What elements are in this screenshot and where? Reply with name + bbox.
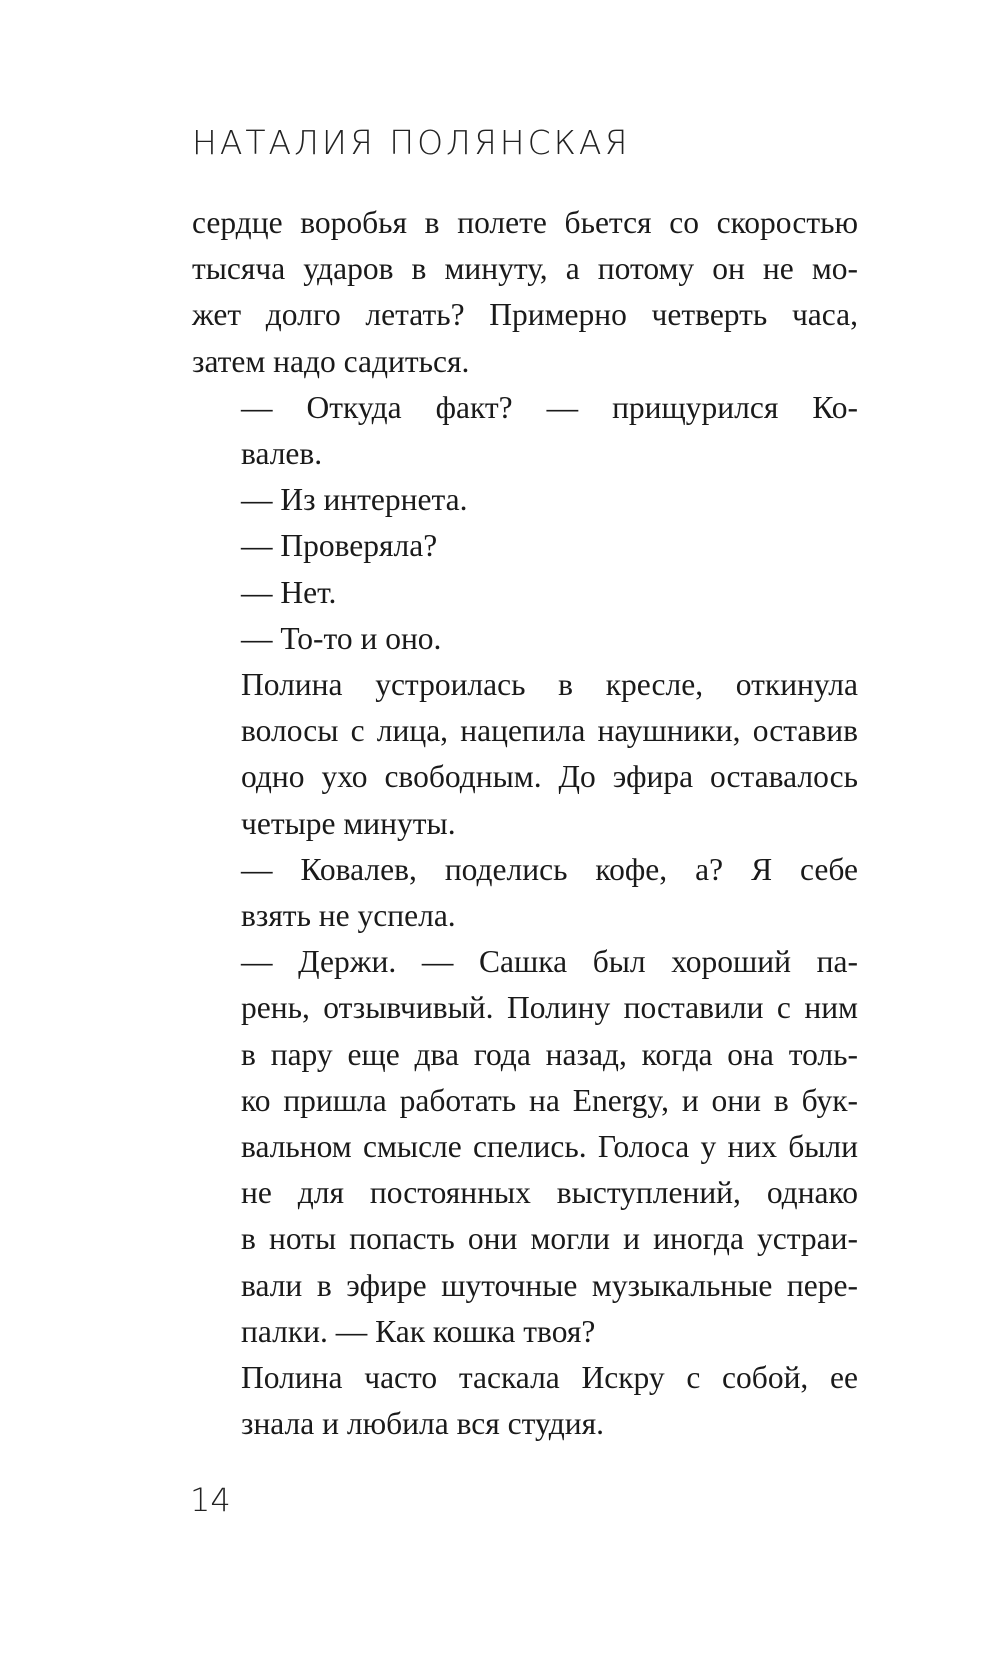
- text-line: жет долго летать? Примерно четверть часа,: [192, 297, 858, 333]
- text-line: — То-то и оно.: [241, 620, 442, 656]
- text-line: палки. — Как кошка твоя?: [241, 1313, 596, 1349]
- running-head-author: НАТАЛИЯ ПОЛЯНСКАЯ: [192, 123, 631, 162]
- text-line: в ноты попасть они могли и иногда устраи-: [241, 1221, 858, 1257]
- paragraph: [192, 200, 858, 385]
- text-line: — Держи. — Сашка был хороший па-: [241, 944, 858, 980]
- text-line: затем надо садиться.: [192, 343, 470, 379]
- paragraph: [192, 847, 858, 939]
- text-line: вали в эфире шуточные музыкальные пере-: [241, 1267, 858, 1303]
- text-line: — Ковалев, поделись кофе, а? Я себе: [241, 851, 858, 887]
- paragraph: [192, 570, 858, 616]
- text-line: сердце воробья в полете бьется со скоростью: [192, 205, 858, 240]
- text-line: тысяча ударов в минуту, а потому он не мо-: [192, 251, 858, 287]
- text-line: — Нет.: [241, 574, 337, 610]
- body-text: [192, 200, 858, 1447]
- text-line: — Проверяла?: [241, 528, 438, 564]
- text-line: Полина часто таскала Искру с собой, ее: [241, 1360, 858, 1396]
- text-line: волосы с лица, нацепила наушники, оставив: [241, 713, 858, 749]
- text-line: Полина устроилась в кресле, откинула: [241, 667, 858, 703]
- text-line: валев.: [241, 436, 323, 472]
- paragraph: [192, 662, 858, 847]
- paragraph: [192, 477, 858, 523]
- text-line: — Из интернета.: [241, 482, 468, 518]
- text-line: взять не успела.: [241, 898, 456, 934]
- paragraph: [192, 385, 858, 477]
- paragraph: [192, 939, 858, 1355]
- text-line: одно ухо свободным. До эфира оставалось: [241, 759, 858, 795]
- text-line: рень, отзывчивый. Полину поставили с ним: [241, 990, 858, 1026]
- text-line: — Откуда факт? — прищурился Ко-: [241, 389, 858, 425]
- text-line: в пару еще два года назад, когда она толь-: [241, 1036, 858, 1072]
- text-line: ко пришла работать на Energy, и они в бук-: [241, 1082, 858, 1118]
- paragraph: [192, 1355, 858, 1447]
- paragraph: [192, 616, 858, 662]
- text-line: вальном смысле спелись. Голоса у них были: [241, 1129, 858, 1165]
- text-line: четыре минуты.: [241, 805, 456, 841]
- text-line: не для постоянных выступлений, однако: [241, 1175, 858, 1211]
- paragraph: [192, 523, 858, 569]
- text-line: знала и любила вся студия.: [241, 1406, 604, 1442]
- page-number: 14: [190, 1481, 231, 1519]
